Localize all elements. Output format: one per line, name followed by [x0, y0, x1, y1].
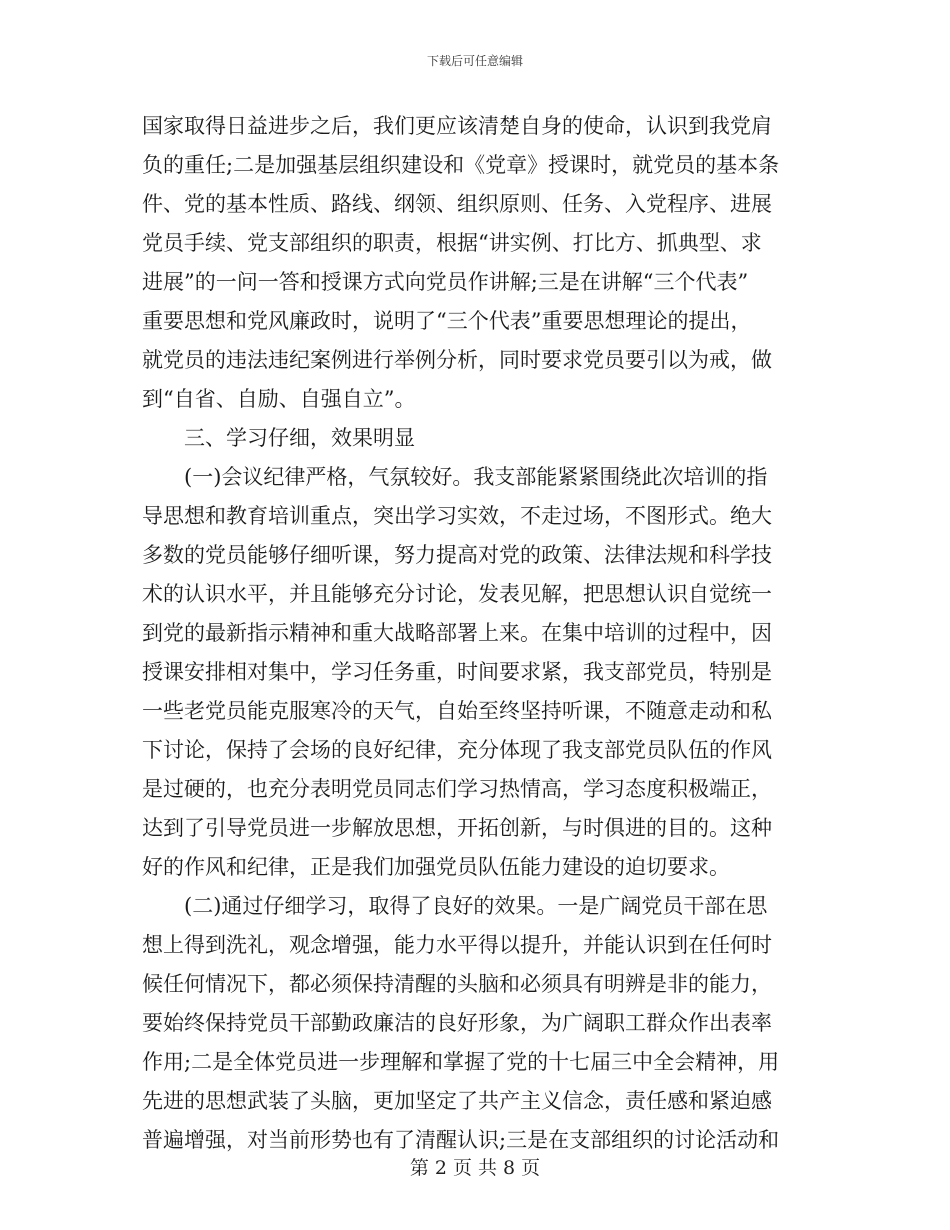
text-line: 进展”的一问一答和授课方式向党员作讲解;三是在讲解“三个代表” — [142, 270, 749, 294]
text-line: 是过硬的，也充分表明党员同志们学习热情高，学习态度积极端正， — [142, 777, 772, 801]
page-number-footer: 第 2 页 共 8 页 — [409, 1157, 541, 1179]
text-line: 就党员的违法违纪案例进行举例分析，同时要求党员要引以为戒，做 — [142, 348, 772, 372]
text-line: 负的重任;二是加强基层组织建设和《党章》授课时，就党员的基本条 — [142, 153, 780, 177]
page-header: 下载后可任意编辑 — [426, 54, 523, 68]
text-line: 件、党的基本性质、路线、纲领、组织原则、任务、入党程序、进展 — [142, 192, 772, 216]
text-line: 想上得到洗礼，观念增强，能力水平得以提升，并能认识到在任何时 — [142, 933, 772, 957]
text-line: 要始终保持党员干部勤政廉洁的良好形象，为广阔职工群众作出表率 — [142, 1011, 772, 1035]
text-line: 授课安排相对集中，学习任务重，时间要求紧，我支部党员，特别是 — [142, 660, 772, 684]
text-line: 党员手续、党支部组织的职责，根据“讲实例、打比方、抓典型、求 — [142, 231, 762, 255]
text-line: 作用;二是全体党员进一步理解和掌握了党的十七届三中全会精神，用 — [142, 1050, 780, 1074]
text-line: 术的认识水平，并且能够充分讨论，发表见解，把思想认识自觉统一 — [142, 582, 772, 606]
text-line: 重要思想和党风廉政时，说明了“三个代表”重要思想理论的提出， — [142, 309, 752, 333]
text-line: 下讨论，保持了会场的良好纪律，充分体现了我支部党员队伍的作风 — [142, 738, 772, 762]
text-line: 达到了引导党员进一步解放思想，开拓创新，与时俱进的目的。这种 — [142, 816, 772, 840]
paragraph-start-line: (二)通过仔细学习，取得了良好的效果。一是广阔党员干部在思 — [184, 894, 768, 918]
text-line: 到党的最新指示精神和重大战略部署上来。在集中培训的过程中，因 — [142, 621, 772, 645]
text-line: 到“自省、自励、自强自立”。 — [142, 387, 416, 411]
text-line: 好的作风和纪律，正是我们加强党员队伍能力建设的迫切要求。 — [142, 855, 730, 879]
paragraph-start-line: (一)会议纪律严格，气氛较好。我支部能紧紧围绕此次培训的指 — [184, 465, 768, 489]
section-heading: 三、学习仔细，效果明显 — [184, 426, 415, 450]
text-line: 先进的思想武装了头脑，更加坚定了共产主义信念，责任感和紧迫感 — [142, 1089, 772, 1113]
text-line: 导思想和教育培训重点，突出学习实效，不走过场，不图形式。绝大 — [142, 504, 772, 528]
body-text — [142, 107, 810, 1160]
text-line: 多数的党员能够仔细听课，努力提高对党的政策、法律法规和科学技 — [142, 543, 772, 567]
text-line: 一些老党员能克服寒冷的天气，自始至终坚持听课，不随意走动和私 — [142, 699, 772, 723]
text-line: 候任何情况下，都必须保持清醒的头脑和必须具有明辨是非的能力， — [142, 972, 772, 996]
text-line: 普遍增强，对当前形势也有了清醒认识;三是在支部组织的讨论活动和 — [142, 1128, 780, 1152]
text-line: 国家取得日益进步之后，我们更应该清楚自身的使命，认识到我党肩 — [142, 114, 772, 138]
